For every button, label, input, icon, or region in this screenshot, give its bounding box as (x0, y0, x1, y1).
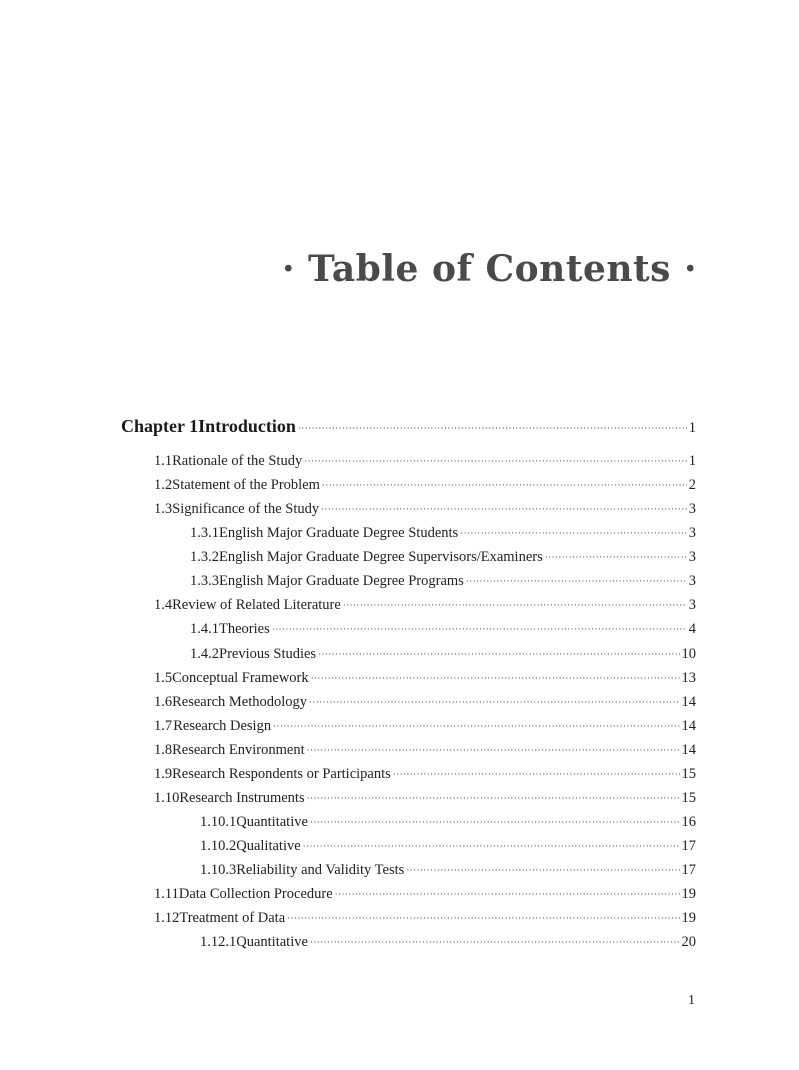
toc-entry[interactable] (200, 934, 696, 951)
toc-chapter-row[interactable] (121, 416, 696, 437)
dot-leader (406, 861, 679, 876)
entry-title: Research Environment (172, 742, 305, 758)
entry-title: Previous Studies (219, 646, 317, 662)
entry-number: 1.10.3 (200, 862, 237, 878)
toc-entry[interactable] (190, 621, 696, 638)
entry-number: 1.6 (154, 694, 173, 710)
page-number: 1 (688, 993, 695, 1008)
entry-number: 1.3.2 (190, 549, 219, 565)
chapter-number: Chapter 1 (121, 416, 199, 436)
dot-leader (343, 596, 687, 611)
dot-leader (321, 500, 687, 515)
entry-page: 10 (681, 646, 696, 662)
dot-leader (303, 837, 680, 852)
entry-title: Research Design (173, 718, 272, 734)
dot-leader (318, 645, 679, 660)
toc-entry[interactable] (154, 742, 696, 759)
entry-title: Reliability and Validity Tests (236, 862, 405, 878)
dot-leader (304, 452, 687, 467)
entry-page: 15 (681, 790, 696, 806)
toc-entry[interactable] (190, 573, 696, 590)
entry-title: Qualitative (236, 838, 301, 854)
entry-page: 19 (681, 910, 696, 926)
entry-number: 1.10 (154, 790, 180, 806)
toc-entry[interactable] (154, 597, 696, 614)
entry-title: Theories (219, 621, 270, 637)
entry-number: 1.11 (154, 886, 179, 902)
dot-leader (298, 415, 687, 433)
entry-title: English Major Graduate Degree Programs (219, 573, 464, 589)
entry-title: English Major Graduate Degree Supervisors/Examiners (219, 549, 543, 565)
chapter-page: 1 (688, 420, 696, 436)
toc-entry[interactable] (154, 790, 696, 807)
dot-leader (307, 789, 680, 804)
toc-entry[interactable] (154, 694, 696, 711)
entry-number: 1.12.1 (200, 934, 237, 950)
entry-page: 1 (688, 453, 696, 469)
toc-entry[interactable] (190, 549, 696, 566)
dot-leader (545, 548, 687, 563)
entry-page: 13 (681, 670, 696, 686)
entry-number: 1.8 (154, 742, 173, 758)
entry-page: 14 (681, 742, 696, 758)
entry-page: 4 (688, 621, 696, 637)
entry-page: 19 (681, 886, 696, 902)
toc-entry[interactable] (200, 838, 696, 855)
toc-entry[interactable] (154, 453, 696, 470)
entry-page: 3 (688, 597, 696, 613)
chapter-title: Introduction (198, 416, 296, 436)
page-title: · Table of Contents · (281, 248, 697, 290)
entry-title: Research Respondents or Participants (172, 766, 391, 782)
toc-entry[interactable] (154, 718, 696, 735)
dot-leader (307, 741, 680, 756)
dot-leader (322, 476, 687, 491)
toc-entry[interactable] (190, 525, 696, 542)
entry-number: 1.3.3 (190, 573, 219, 589)
entry-number: 1.3.1 (190, 525, 219, 541)
dot-leader (335, 885, 680, 900)
toc-entry[interactable] (154, 886, 696, 903)
toc-entry[interactable] (154, 477, 696, 494)
entry-number: 1.10.1 (200, 814, 237, 830)
entry-title: Significance of the Study (172, 501, 320, 517)
entry-title: Conceptual Framework (172, 670, 309, 686)
entry-page: 2 (688, 477, 696, 493)
dot-leader (460, 524, 687, 539)
entry-page: 20 (681, 934, 696, 950)
entry-title: Quantitative (236, 814, 308, 830)
entry-title: Review of Related Literature (172, 597, 341, 613)
toc-entry[interactable] (190, 646, 696, 663)
dot-leader (273, 717, 679, 732)
entry-title: Rationale of the Study (172, 453, 303, 469)
entry-number: 1.1 (154, 453, 173, 469)
entry-number: 1.4.1 (190, 621, 219, 637)
entry-number: 1.9 (154, 766, 173, 782)
entry-number: 1.2 (154, 477, 173, 493)
toc-entry[interactable] (154, 501, 696, 518)
entry-title: Quantitative (236, 934, 308, 950)
dot-leader (311, 669, 680, 684)
toc-entry[interactable] (154, 766, 696, 783)
entry-title: Research Methodology (172, 694, 308, 710)
entry-page: 17 (681, 862, 696, 878)
entry-page: 16 (681, 814, 696, 830)
entry-title: English Major Graduate Degree Students (219, 525, 459, 541)
toc-entry[interactable] (154, 670, 696, 687)
entry-page: 14 (681, 694, 696, 710)
entry-number: 1.4.2 (190, 646, 219, 662)
toc-entry[interactable] (200, 814, 696, 831)
entry-page: 17 (681, 838, 696, 854)
entry-page: 15 (681, 766, 696, 782)
entry-number: 1.4 (154, 597, 173, 613)
entry-title: Statement of the Problem (172, 477, 320, 493)
dot-leader (310, 813, 680, 828)
entry-title: Data Collection Procedure (178, 886, 333, 902)
entry-number: 1.12 (154, 910, 180, 926)
dot-leader (309, 693, 679, 708)
toc-entry[interactable] (200, 862, 696, 879)
entry-number: 1.10.2 (200, 838, 237, 854)
dot-leader (287, 909, 679, 924)
entry-page: 3 (688, 525, 696, 541)
entry-number: 1.3 (154, 501, 173, 517)
entry-page: 3 (688, 501, 696, 517)
toc-entry[interactable] (154, 910, 696, 927)
entry-page: 14 (681, 718, 696, 734)
entry-page: 3 (688, 549, 696, 565)
entry-title: Research Instruments (179, 790, 305, 806)
dot-leader (466, 572, 687, 587)
entry-title: Treatment of Data (179, 910, 286, 926)
entry-number: 1.5 (154, 670, 173, 686)
dot-leader (393, 765, 680, 780)
dot-leader (310, 933, 680, 948)
entry-page: 3 (688, 573, 696, 589)
entry-number: 1.7 (154, 718, 173, 734)
dot-leader (272, 620, 687, 635)
